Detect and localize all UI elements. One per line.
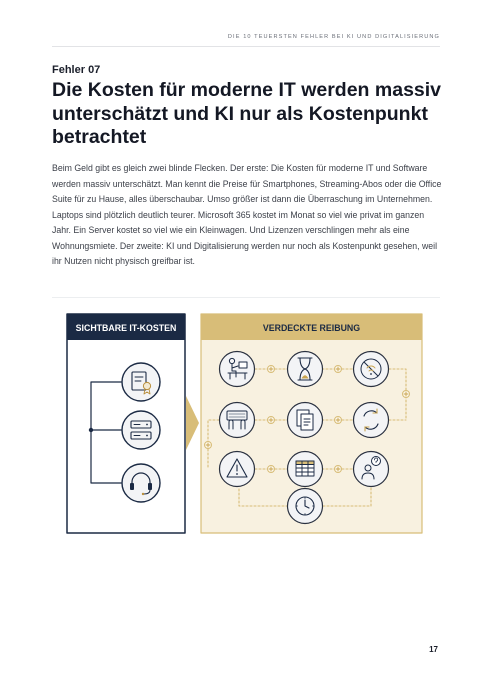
page-number: 17 bbox=[429, 645, 438, 654]
hidden-friction-title: VERDECKTE REIBUNG bbox=[262, 323, 361, 333]
headset-icon bbox=[122, 464, 160, 502]
transition-arrow bbox=[186, 396, 199, 450]
spreadsheet-icon bbox=[296, 461, 314, 476]
tree-joint bbox=[89, 428, 93, 432]
section-title: Die Kosten für moderne IT werden massiv unterschätzt und KI nur als Kostenpunkt betrachtet bbox=[52, 79, 442, 148]
section-body: Beim Geld gibt es gleich zwei blinde Flecken. Der erste: Die Kosten für moderne IT und Software werden massiv unterschätzt. Man kennt die Preise für Smartphones, Streaming-Abos oder die Office Suite für zu Hause, alles überschaubar. Umso größer ist dann die Überraschung im Unternehmen. Laptops sind plötzlich deutlich teurer. Microsoft 365 kostet im Monat so viel wie privat im ganzen Jahr. Ein Server kostet so viel wie ein Kleinwagen. Und Lizenzen verschlingen mehr als eine Wohnungsmiete. Der zweite: KI und Digitalisierung werden nur noch als Kostenpunkt gesehen, weil ihr Nutzen nicht physisch greifbar ist. bbox=[52, 163, 442, 266]
running-header: DIE 10 TEUERSTEN FEHLER BEI KI UND DIGITALISIERUNG bbox=[227, 34, 440, 40]
certificate-icon bbox=[122, 363, 160, 401]
server-icon bbox=[122, 411, 160, 449]
section-kicker: Fehler 07 bbox=[52, 64, 101, 76]
visible-costs-title: SICHTBARE IT-KOSTEN bbox=[75, 323, 177, 333]
